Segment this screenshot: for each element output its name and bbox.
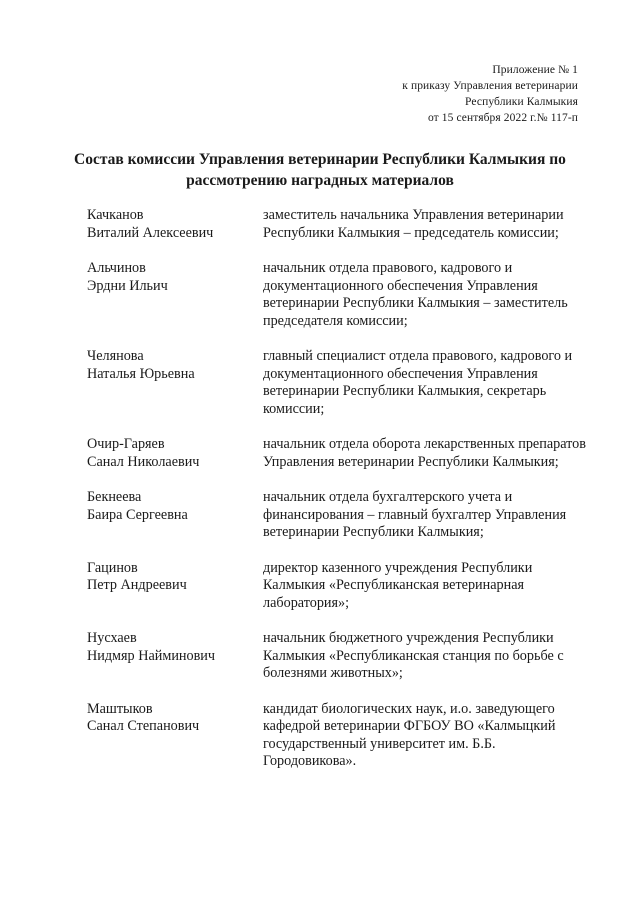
member-surname: Нусхаев <box>87 630 137 646</box>
member-given-name: Баира Сергеевна <box>87 506 188 523</box>
member-row <box>87 436 587 471</box>
member-row <box>87 560 587 613</box>
member-name <box>87 260 263 330</box>
member-row <box>87 348 587 418</box>
member-role: начальник отдела правового, кадрового и документационного обеспечения Управления ветеринарии Республики Калмыкия – заместитель председателя комиссии; <box>263 260 568 329</box>
member-name <box>87 630 263 683</box>
member-role: кандидат биологических наук, и.о. заведующего кафедрой ветеринарии ФГБОУ ВО «Калмыцкий государственный университет им. Б.Б. Городовикова». <box>263 700 556 769</box>
member-surname: Очир-Гаряев <box>87 436 165 452</box>
appendix-line: Приложение № 1 <box>492 64 578 76</box>
member-given-name: Виталий Алексеевич <box>87 224 214 241</box>
member-surname: Бекнеева <box>87 489 142 505</box>
member-surname: Челянова <box>87 348 144 364</box>
commission-members-list <box>87 207 587 771</box>
document-title: Состав комиссии Управления ветеринарии Республики Калмыкия по рассмотрению наградных материалов <box>74 151 566 189</box>
member-surname: Качканов <box>87 207 144 223</box>
member-given-name: Эрдни Ильич <box>87 277 168 294</box>
member-name <box>87 436 263 471</box>
member-given-name: Нидмяр Найминович <box>87 647 216 664</box>
member-given-name: Санал Степанович <box>87 718 200 734</box>
member-name <box>87 207 263 242</box>
member-role: начальник бюджетного учреждения Республики Калмыкия «Республиканская станция по борьбе с болезнями животных»; <box>263 630 564 681</box>
member-surname: Маштыков <box>87 700 153 717</box>
member-row <box>87 489 587 542</box>
member-name <box>87 348 263 418</box>
appendix-line: к приказу Управления ветеринарии <box>402 80 578 92</box>
member-role: заместитель начальника Управления ветеринарии Республики Калмыкия – председатель комиссии; <box>263 207 564 241</box>
member-name <box>87 701 263 771</box>
member-name <box>87 560 263 613</box>
member-role: директор казенного учреждения Республики Калмыкия «Республиканская ветеринарная лаборатория»; <box>263 559 533 611</box>
member-surname: Альчинов <box>87 260 146 276</box>
member-role: начальник отдела бухгалтерского учета и финансирования – главный бухгалтер Управления ветеринарии Республики Калмыкия; <box>263 489 567 540</box>
member-row <box>87 701 587 771</box>
member-given-name: Петр Андреевич <box>87 577 187 593</box>
appendix-line: Республики Калмыкия <box>465 96 578 108</box>
member-name <box>87 489 263 542</box>
member-row <box>87 207 587 242</box>
member-given-name: Санал Николаевич <box>87 453 200 470</box>
member-row <box>87 260 587 330</box>
member-role: начальник отдела оборота лекарственных препаратов Управления ветеринарии Республики Калмыкия; <box>263 436 586 470</box>
member-given-name: Наталья Юрьевна <box>87 365 195 382</box>
member-row <box>87 630 587 683</box>
member-role: главный специалист отдела правового, кадрового и документационного обеспечения Управления ветеринарии Республики Калмыкия, секретарь комиссии; <box>263 348 573 417</box>
appendix-header <box>402 62 578 126</box>
member-surname: Гацинов <box>87 559 138 576</box>
appendix-line: от 15 сентября 2022 г.№ 117-п <box>427 112 578 124</box>
